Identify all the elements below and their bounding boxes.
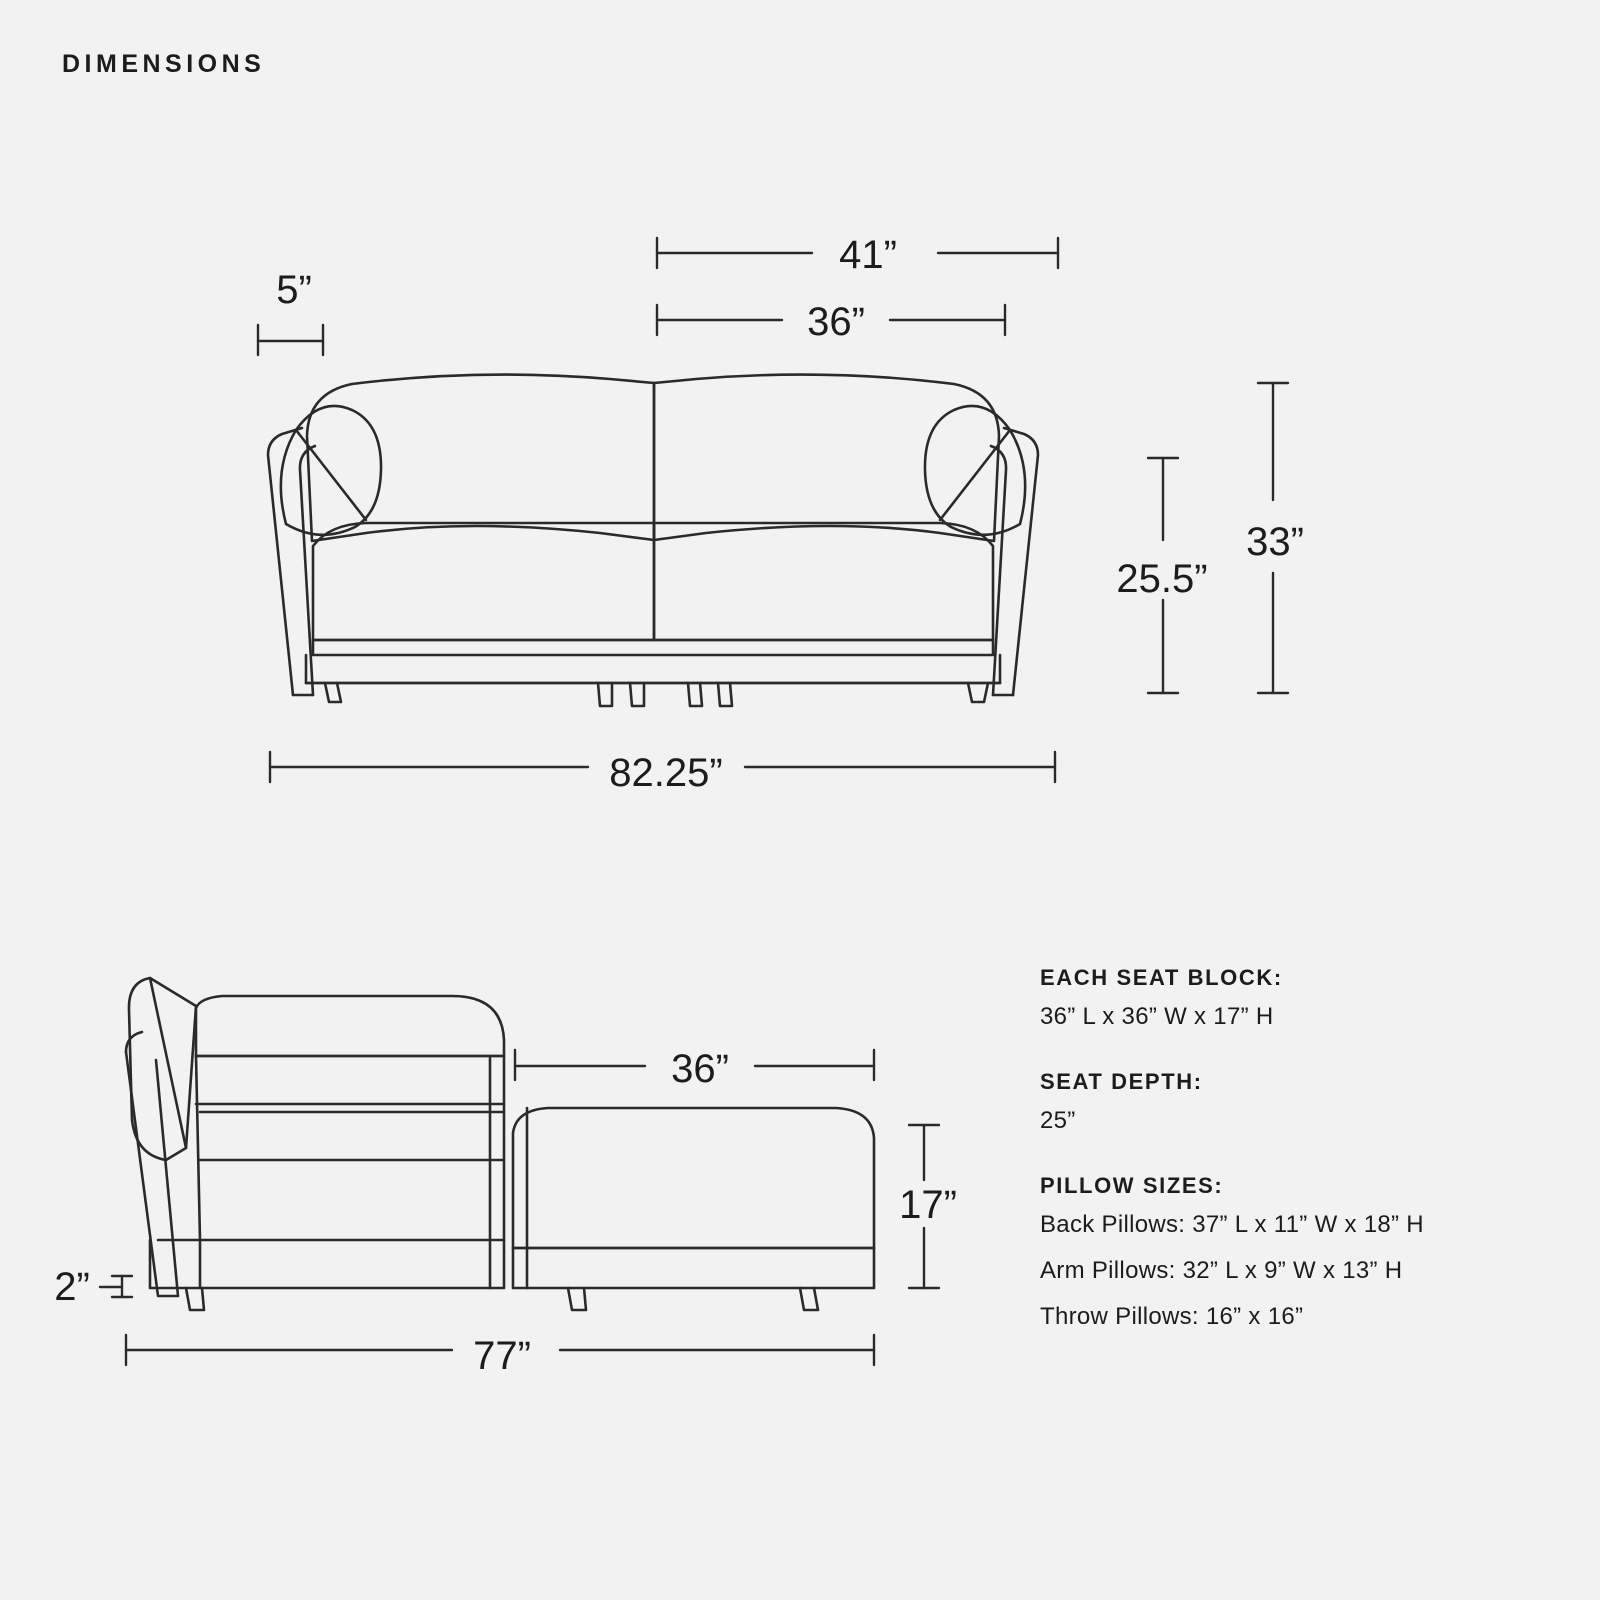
dim-label-5: 5” — [276, 268, 312, 312]
side-view-sofa — [126, 978, 874, 1310]
front-view-sofa — [268, 375, 1038, 706]
page-title: DIMENSIONS — [62, 50, 266, 78]
spec-heading-pillow-sizes: PILLOW SIZES: — [1040, 1173, 1224, 1198]
dim-label-36-side: 36” — [671, 1047, 729, 1091]
dim-label-41: 41” — [839, 233, 897, 277]
spec-group-seat-depth — [1040, 1069, 1560, 1135]
spec-group-seat-block — [1040, 965, 1560, 1031]
spec-heading-seat-depth: SEAT DEPTH: — [1040, 1069, 1203, 1094]
side-view-dimensions — [100, 1050, 939, 1365]
spec-group-pillow-sizes — [1040, 1173, 1560, 1331]
dim-label-33: 33” — [1246, 520, 1304, 564]
spec-value-seat-block: 36” L x 36” W x 17” H — [1040, 1003, 1274, 1030]
spec-list — [1040, 965, 1560, 1331]
dim-label-17: 17” — [899, 1183, 957, 1227]
spec-value-seat-depth: 25” — [1040, 1107, 1076, 1134]
dim-label-2: 2” — [54, 1265, 90, 1309]
spec-heading-seat-block: EACH SEAT BLOCK: — [1040, 965, 1283, 990]
dim-label-25-5: 25.5” — [1116, 557, 1208, 601]
dim-label-36-front: 36” — [807, 300, 865, 344]
spec-value-throw-pillows: Throw Pillows: 16” x 16” — [1040, 1303, 1304, 1330]
spec-value-back-pillows: Back Pillows: 37” L x 11” W x 18” H — [1040, 1211, 1424, 1238]
spec-value-arm-pillows: Arm Pillows: 32” L x 9” W x 13” H — [1040, 1257, 1403, 1284]
dim-label-82-25: 82.25” — [609, 751, 723, 795]
dim-label-77: 77” — [473, 1334, 531, 1378]
front-view-dimensions — [258, 238, 1288, 782]
